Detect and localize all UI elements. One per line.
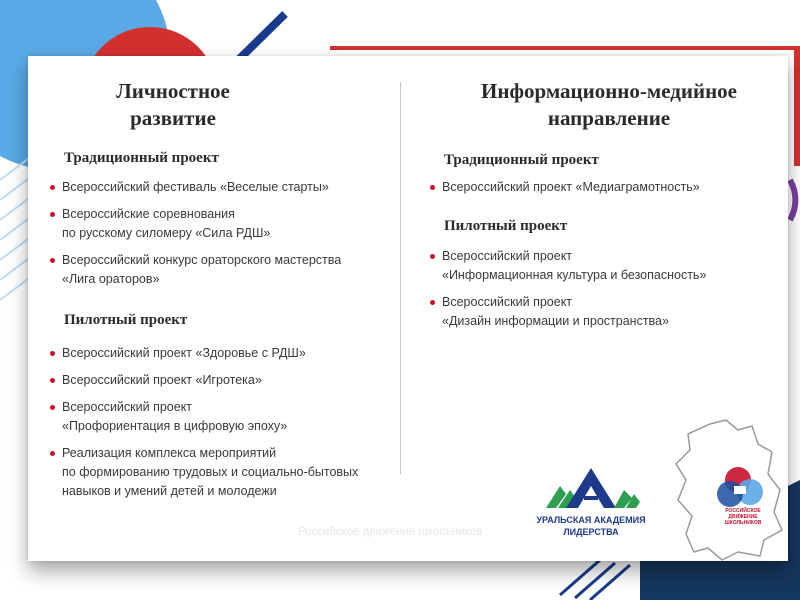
right-pilot-list	[430, 247, 770, 339]
list-item-line: «Дизайн информации и пространства»	[442, 314, 669, 328]
list-item	[50, 178, 390, 197]
academy-logo-text	[536, 514, 646, 538]
rdsh-logo	[668, 416, 788, 561]
left-traditional-heading: Традиционный проект	[64, 150, 219, 166]
list-item-text	[442, 178, 770, 197]
list-item	[430, 247, 770, 285]
list-item-line: Всероссийский проект «Здоровье с РДШ»	[62, 346, 306, 360]
list-item-text	[442, 293, 770, 331]
right-traditional-list	[430, 178, 770, 205]
right-column-title	[464, 78, 754, 132]
list-item-line: Всероссийский проект «Игротека»	[62, 373, 262, 387]
bullet-icon	[50, 258, 55, 263]
list-item	[430, 293, 770, 331]
list-item-line: по русскому силомеру «Сила РДШ»	[62, 226, 271, 240]
rdsh-region-logo-icon	[668, 416, 788, 561]
column-divider	[400, 82, 401, 474]
list-item-line: Всероссийские соревнования	[62, 207, 235, 221]
bullet-icon	[50, 378, 55, 383]
bullet-icon	[430, 185, 435, 190]
list-item	[50, 205, 390, 243]
list-item-text	[62, 344, 390, 363]
list-item-line: Реализация комплекса мероприятий	[62, 446, 277, 460]
bg-purple-arc	[790, 180, 795, 220]
academy-logo-line-1: УРАЛЬСКАЯ АКАДЕМИЯ	[536, 515, 646, 525]
right-title-line-1: Информационно-медийное	[481, 79, 737, 103]
list-item-text	[442, 247, 770, 285]
list-item	[50, 344, 390, 363]
list-item	[50, 251, 390, 289]
list-item-line: Всероссийский фестиваль «Веселые старты»	[62, 180, 329, 194]
list-item	[430, 178, 770, 197]
bg-blue-stripes	[560, 560, 630, 600]
list-item	[50, 398, 390, 436]
list-item-line: «Информационная культура и безопасность»	[442, 268, 707, 282]
bullet-icon	[50, 212, 55, 217]
list-item-line: «Профориентация в цифровую эпоху»	[62, 419, 288, 433]
right-traditional-heading: Традиционный проект	[444, 152, 599, 168]
rdsh-logo-line-2: ДВИЖЕНИЕ ШКОЛЬНИКОВ	[724, 514, 762, 526]
right-pilot-heading: Пилотный проект	[444, 218, 568, 234]
right-title-line-2: направление	[547, 106, 671, 130]
slide-card	[28, 56, 788, 561]
left-traditional-list	[50, 178, 390, 297]
list-item-line: Всероссийский конкурс ораторского мастерства	[62, 253, 342, 267]
rdsh-logo-line-1: РОССИЙСКОЕ	[725, 508, 761, 514]
list-item	[50, 371, 390, 390]
list-item-text	[62, 371, 390, 390]
list-item-line: «Лига ораторов»	[62, 272, 160, 286]
left-pilot-list	[50, 344, 390, 509]
list-item	[50, 444, 390, 501]
bg-red-frame-right	[794, 46, 800, 166]
list-item-text	[62, 178, 390, 197]
left-title-line-1: Личностное	[116, 79, 230, 103]
left-title-line-2: развитие	[130, 106, 216, 130]
bullet-icon	[50, 185, 55, 190]
list-item-line: Всероссийский проект	[442, 249, 573, 263]
bullet-icon	[50, 351, 55, 356]
bullet-icon	[430, 300, 435, 305]
mountain-a-logo-icon	[536, 464, 646, 512]
academy-logo	[536, 464, 646, 546]
footer-watermark-text: Российское движение школьников	[298, 526, 483, 538]
list-item-line: навыков и умений детей и молодежи	[62, 484, 277, 498]
list-item-line: Всероссийский проект «Медиаграмотность»	[442, 180, 700, 194]
left-column-title	[98, 78, 248, 132]
list-item-text	[62, 205, 390, 243]
rdsh-logo-text	[720, 508, 766, 526]
left-pilot-heading: Пилотный проект	[64, 312, 188, 328]
list-item-text	[62, 398, 390, 436]
bullet-icon	[50, 405, 55, 410]
academy-logo-line-2: ЛИДЕРСТВА	[563, 527, 619, 537]
list-item-text	[62, 444, 390, 501]
bullet-icon	[430, 254, 435, 259]
list-item-text	[62, 251, 390, 289]
bg-red-frame	[330, 46, 800, 50]
list-item-line: Всероссийский проект	[442, 295, 573, 309]
list-item-line: по формированию трудовых и социально-бытовых	[62, 465, 359, 479]
list-item-line: Всероссийский проект	[62, 400, 193, 414]
bullet-icon	[50, 451, 55, 456]
